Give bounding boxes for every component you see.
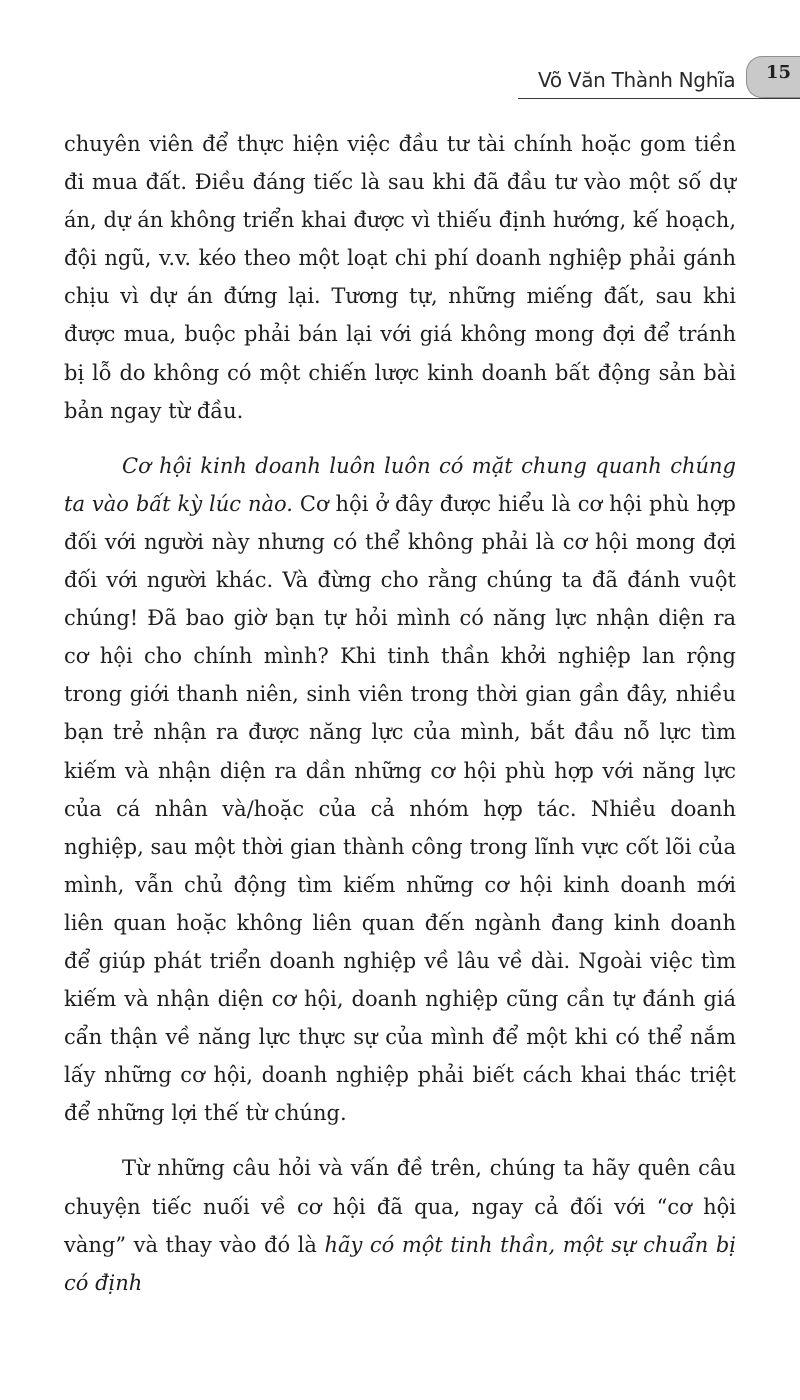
header-rule xyxy=(518,98,800,99)
paragraph-2-text: Cơ hội ở đây được hiểu là cơ hội phù hợp đối với người này nhưng có thể không phải là cơ hội mong đợi đối với người khác. Và đừng cho rằng chúng ta đã đánh vuột chúng! Đã bao giờ bạn tự hỏi mình có năng lực nhận diện ra cơ hội cho chính mình? Khi tinh thần khởi nghiệp lan rộng trong giới thanh niên, sinh viên trong thời gian gần đây, nhiều bạn trẻ nhận ra được năng lực của mình, bắt đầu nỗ lực tìm kiếm và nhận diện ra dần những cơ hội phù hợp với năng lực của cá nhân và/hoặc của cả nhóm hợp tác. Nhiều doanh nghiệp, sau một thời gian thành công trong lĩnh vực cốt lõi của mình, vẫn chủ động tìm kiếm những cơ hội kinh doanh mới liên quan hoặc không liên quan đến ngành đang kinh doanh để giúp phát triển doanh nghiệp về lâu về dài. Ngoài việc tìm kiếm và nhận diện cơ hội, doanh nghiệp cũng cần tự đánh giá cẩn thận về năng lực thực sự của mình để một khi có thể nắm lấy những cơ hội, doanh nghiệp phải biết cách khai thác triệt để những lợi thế từ chúng. xyxy=(64,491,736,1126)
paragraph-3 xyxy=(64,1149,736,1301)
paragraph-3-emphasis: hãy có một tinh thần, một sự chuẩn bị có định xyxy=(64,1232,736,1295)
paragraph-1: chuyên viên để thực hiện việc đầu tư tài chính hoặc gom tiền đi mua đất. Điều đáng tiếc là sau khi đã đầu tư vào một số dự án, dự án không triển khai được vì thiếu định hướng, kế hoạch, đội ngũ, v.v. kéo theo một loạt chi phí doanh nghiệp phải gánh chịu vì dự án đứng lại. Tương tự, những miếng đất, sau khi được mua, buộc phải bán lại với giá không mong đợi để tránh bị lỗ do không có một chiến lược kinh doanh bất động sản bài bản ngay từ đầu. xyxy=(64,132,736,423)
page-number: 15 xyxy=(766,62,792,83)
paragraph-2-emphasis: Cơ hội kinh doanh luôn luôn có mặt chung quanh chúng ta vào bất kỳ lúc nào. xyxy=(64,453,736,516)
paragraph-2 xyxy=(64,447,736,1133)
paragraph-3-text: Từ những câu hỏi và vấn đề trên, chúng ta hãy quên câu chuyện tiếc nuối về cơ hội đã qua, ngay cả đối với “cơ hội vàng” và thay vào đó là xyxy=(64,1156,736,1257)
author-name: Võ Văn Thành Nghĩa xyxy=(538,68,736,92)
body-text xyxy=(64,125,736,1302)
running-header xyxy=(518,56,800,102)
